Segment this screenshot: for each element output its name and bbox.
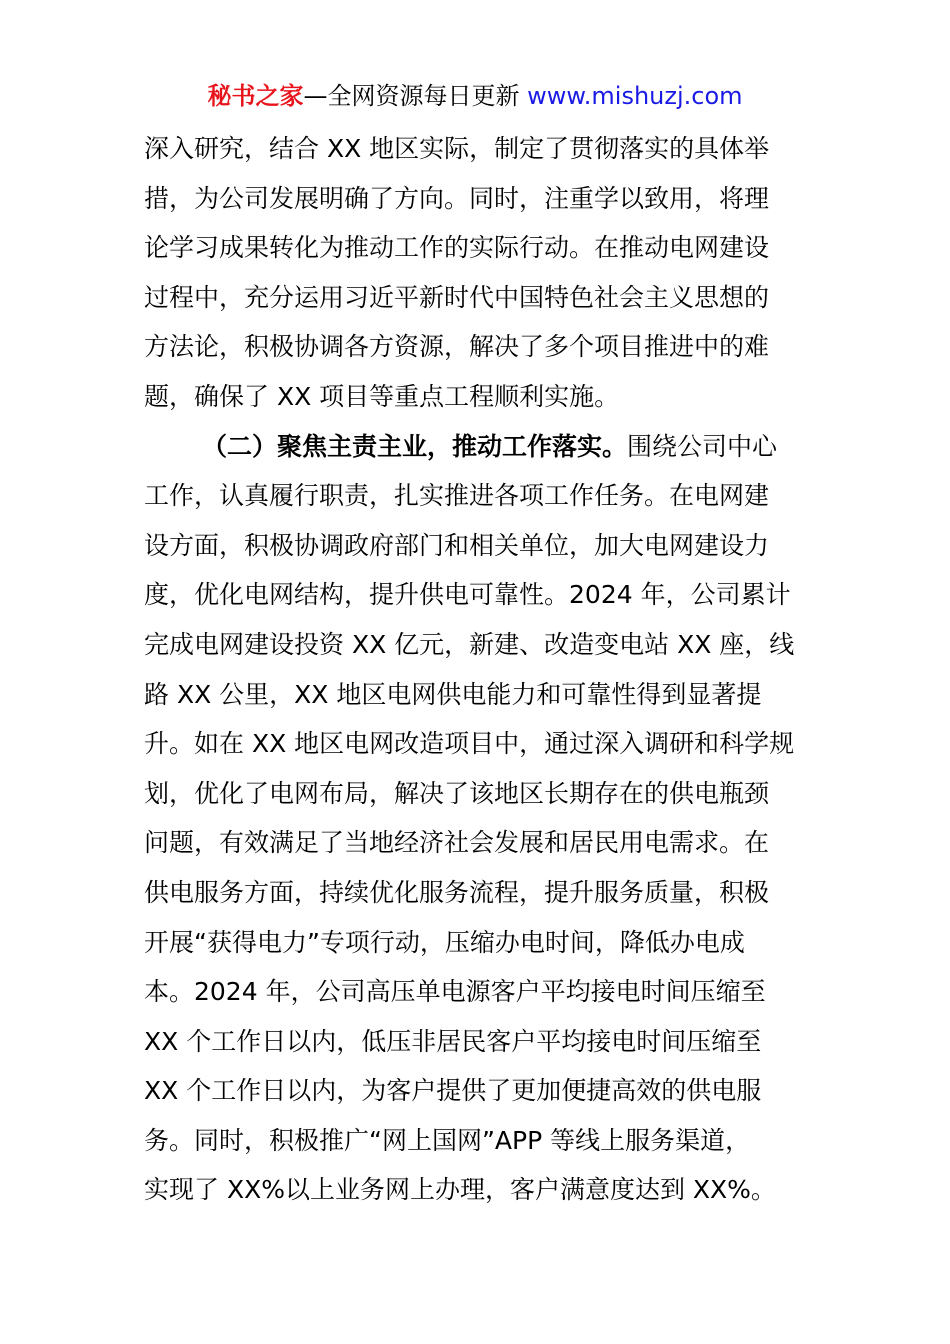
text-line: 供电服务方面，持续优化服务流程，提升服务质量，积极 (144, 877, 770, 907)
text-line: 本。2024 年，公司高压单电源客户平均接电时间压缩至 (144, 977, 766, 1007)
text-line: 措，为公司发展明确了方向。同时，注重学以致用，将理 (144, 183, 770, 213)
text-line: 深入研究，结合 XX 地区实际，制定了贯彻落实的具体举 (144, 134, 770, 163)
text-span: 围绕公司中心 (627, 431, 778, 461)
text-line: 开展“获得电力”专项行动，压缩办电时间，降低办电成 (144, 927, 745, 957)
section-heading: （二）聚焦主责主业，推动工作落实。 (202, 431, 628, 461)
text-line: 论学习成果转化为推动工作的实际行动。在推动电网建设 (144, 233, 770, 263)
text-line: 问题，有效满足了当地经济社会发展和居民用电需求。在 (144, 828, 770, 858)
text-line: 过程中，充分运用习近平新时代中国特色社会主义思想的 (144, 282, 770, 312)
site-header (0, 78, 950, 114)
paragraph-2 (144, 422, 808, 1216)
paragraph-first-line (144, 422, 808, 472)
site-url-link[interactable]: www.mishuzj.com (527, 82, 743, 110)
text-line: 路 XX 公里，XX 地区电网供电能力和可靠性得到显著提 (144, 679, 762, 709)
text-line: 题，确保了 XX 项目等重点工程顺利实施。 (144, 381, 620, 411)
paragraph-1 (144, 124, 808, 422)
text-line: 完成电网建设投资 XX 亿元，新建、改造变电站 XX 座，线 (144, 629, 795, 659)
text-line: XX 个工作日以内，为客户提供了更加便捷高效的供电服 (144, 1076, 762, 1106)
text-line: 设方面，积极协调政府部门和相关单位，加大电网建设力 (144, 530, 770, 560)
site-brand: 秘书之家 (207, 82, 304, 110)
text-line: 度，优化电网结构，提升供电可靠性。2024 年，公司累计 (144, 580, 791, 610)
text-line: 务。同时，积极推广“网上国网”APP 等线上服务渠道， (144, 1125, 751, 1155)
text-line: 工作，认真履行职责，扎实推进各项工作任务。在电网建 (144, 481, 770, 511)
site-tagline: —全网资源每日更新 (303, 82, 520, 110)
document-body (144, 124, 808, 1215)
text-line: XX 个工作日以内，低压非居民客户平均接电时间压缩至 (144, 1026, 762, 1056)
text-line: 方法论，积极协调各方资源，解决了多个项目推进中的难 (144, 332, 770, 362)
text-line: 升。如在 XX 地区电网改造项目中，通过深入调研和科学规 (144, 729, 795, 759)
text-line: 实现了 XX%以上业务网上办理，客户满意度达到 XX%。 (144, 1175, 776, 1205)
text-line: 划，优化了电网布局，解决了该地区长期存在的供电瓶颈 (144, 778, 770, 808)
